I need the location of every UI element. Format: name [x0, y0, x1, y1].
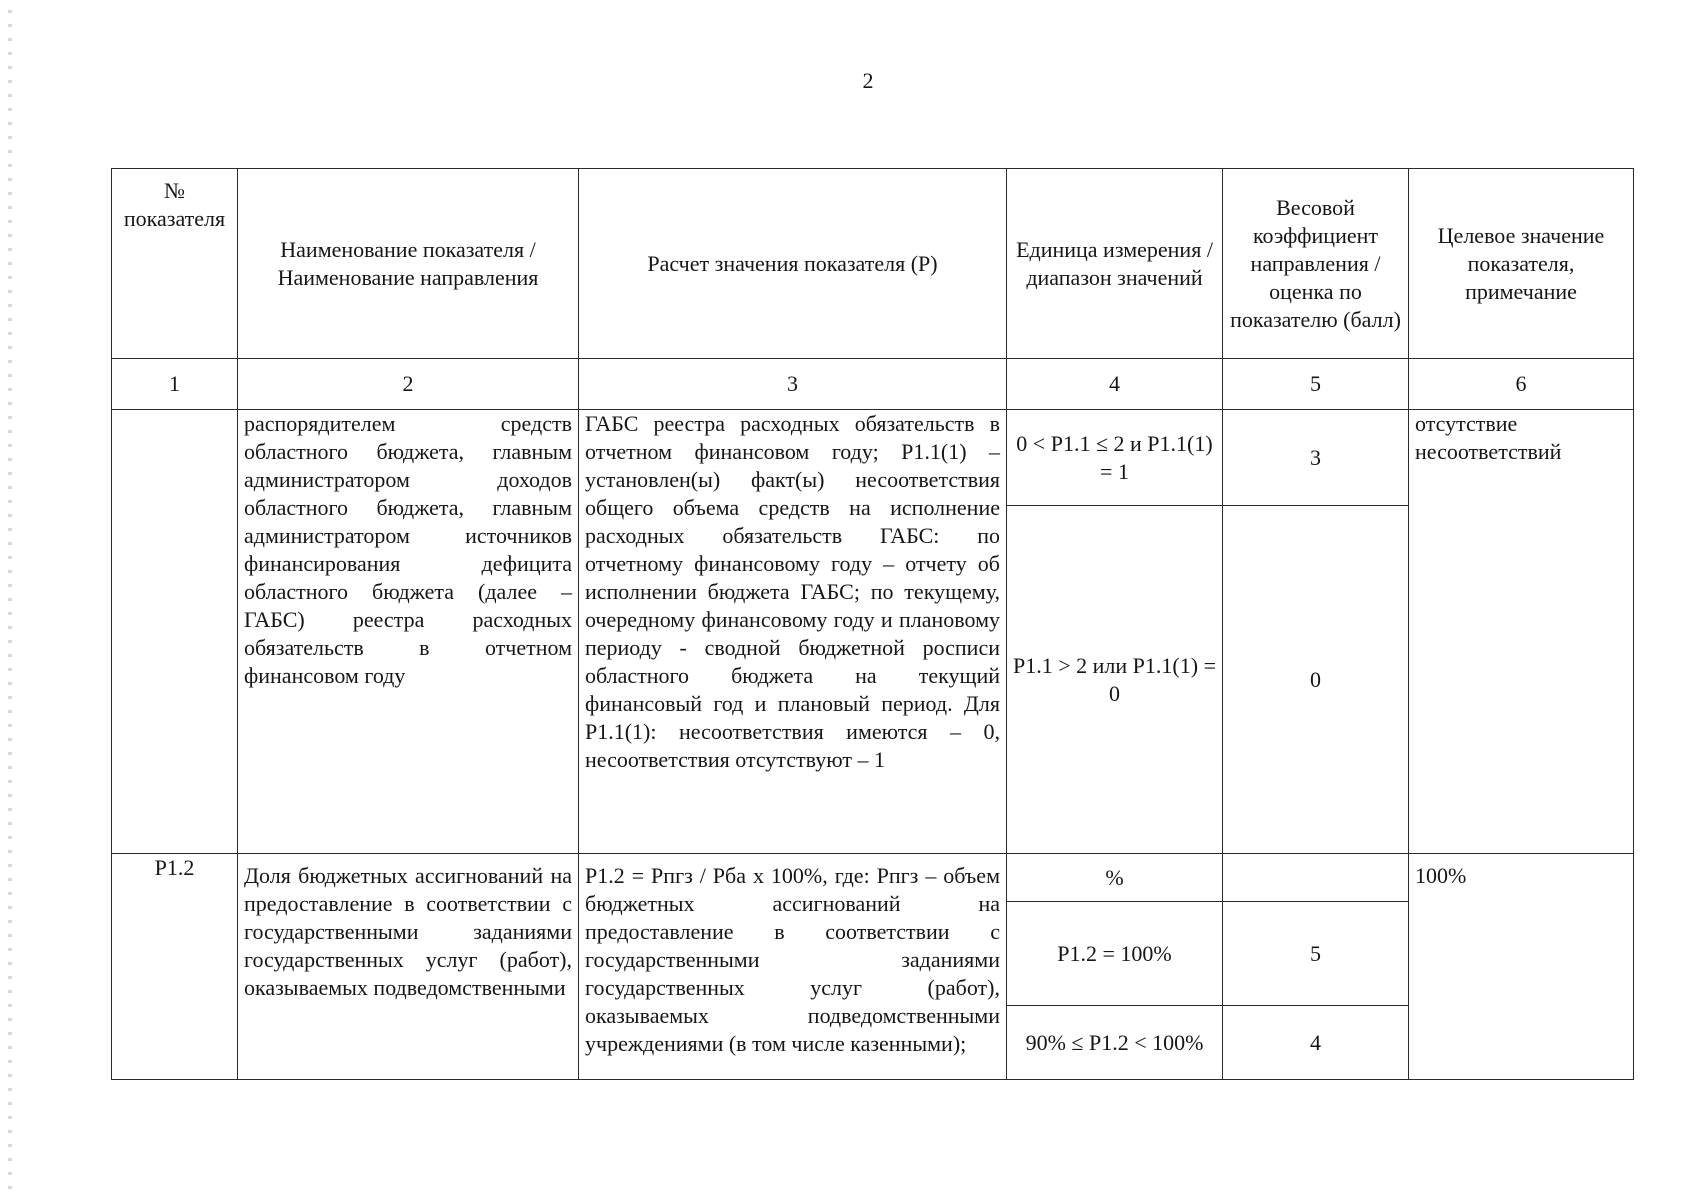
header-row — [112, 169, 1634, 359]
column-number-4: 4 — [1007, 359, 1223, 410]
header-col-target: Целевое значение показателя, примечание — [1409, 169, 1634, 359]
column-number-3: 3 — [579, 359, 1007, 410]
score — [1223, 854, 1409, 902]
row-number: Р1.2 — [112, 854, 238, 1080]
column-number-5: 5 — [1223, 359, 1409, 410]
indicator-calculation: Р1.2 = Рпгз / Рба х 100%, где: Рпгз – объем бюджетных ассигнований на предоставление в соответствии с государственными заданиями государственных услуг (работ), оказываемых подведомственными учреждениями (в том числе казенными); — [579, 854, 1007, 1080]
value-range: Р1.1 > 2 или Р1.1(1) = 0 — [1007, 506, 1223, 854]
scan-edge-marks — [8, 10, 12, 1190]
value-range: Р1.2 = 100% — [1007, 902, 1223, 1006]
unit: % — [1007, 854, 1223, 902]
header-col-unit: Единица измерения / диапазон значений — [1007, 169, 1223, 359]
column-number-6: 6 — [1409, 359, 1634, 410]
indicators-table — [111, 168, 1634, 1080]
target-value: 100% — [1409, 854, 1634, 1080]
page-number: 2 — [862, 68, 874, 93]
indicator-name: распорядителем средств областного бюджета, главным администратором доходов областного бюджета, главным администратором источников финансирования дефицита областного бюджета (далее – ГАБС) реестра расходных обязательств в отчетном финансовом году — [238, 410, 579, 854]
table-row — [112, 854, 1634, 902]
header-col-name: Наименование показателя / Наименование направления — [238, 169, 579, 359]
header-col-calculation: Расчет значения показателя (Р) — [579, 169, 1007, 359]
row-number — [112, 410, 238, 854]
score: 0 — [1223, 506, 1409, 854]
score: 3 — [1223, 410, 1409, 506]
value-range: 0 < Р1.1 ≤ 2 и Р1.1(1) = 1 — [1007, 410, 1223, 506]
target-value: отсутствие несоответствий — [1409, 410, 1634, 854]
score: 5 — [1223, 902, 1409, 1006]
header-col-weight: Весовой коэффициент направления / оценка по показателю (балл) — [1223, 169, 1409, 359]
indicator-calculation: ГАБС реестра расходных обязательств в отчетном финансовом году; Р1.1(1) – установлен(ы) факт(ы) несоответствия общего объема средств на исполнение расходных обязательств ГАБС: по отчетному финансовому году – отчету об исполнении бюджета ГАБС; по текущему, очередному финансовому году и плановому периоду - сводной бюджетной росписи областного бюджета на текущий финансовый год и плановый период. Для Р1.1(1): несоответствия имеются – 0, несоответствия отсутствуют – 1 — [579, 410, 1007, 854]
score: 4 — [1223, 1006, 1409, 1080]
header-col-number: № показателя — [112, 169, 238, 359]
column-numbers-row — [112, 359, 1634, 410]
value-range: 90% ≤ Р1.2 < 100% — [1007, 1006, 1223, 1080]
indicator-name: Доля бюджетных ассигнований на предоставление в соответствии с государственными заданиями государственных услуг (работ), оказываемых подведомственными — [238, 854, 579, 1080]
column-number-1: 1 — [112, 359, 238, 410]
column-number-2: 2 — [238, 359, 579, 410]
table-row — [112, 410, 1634, 506]
